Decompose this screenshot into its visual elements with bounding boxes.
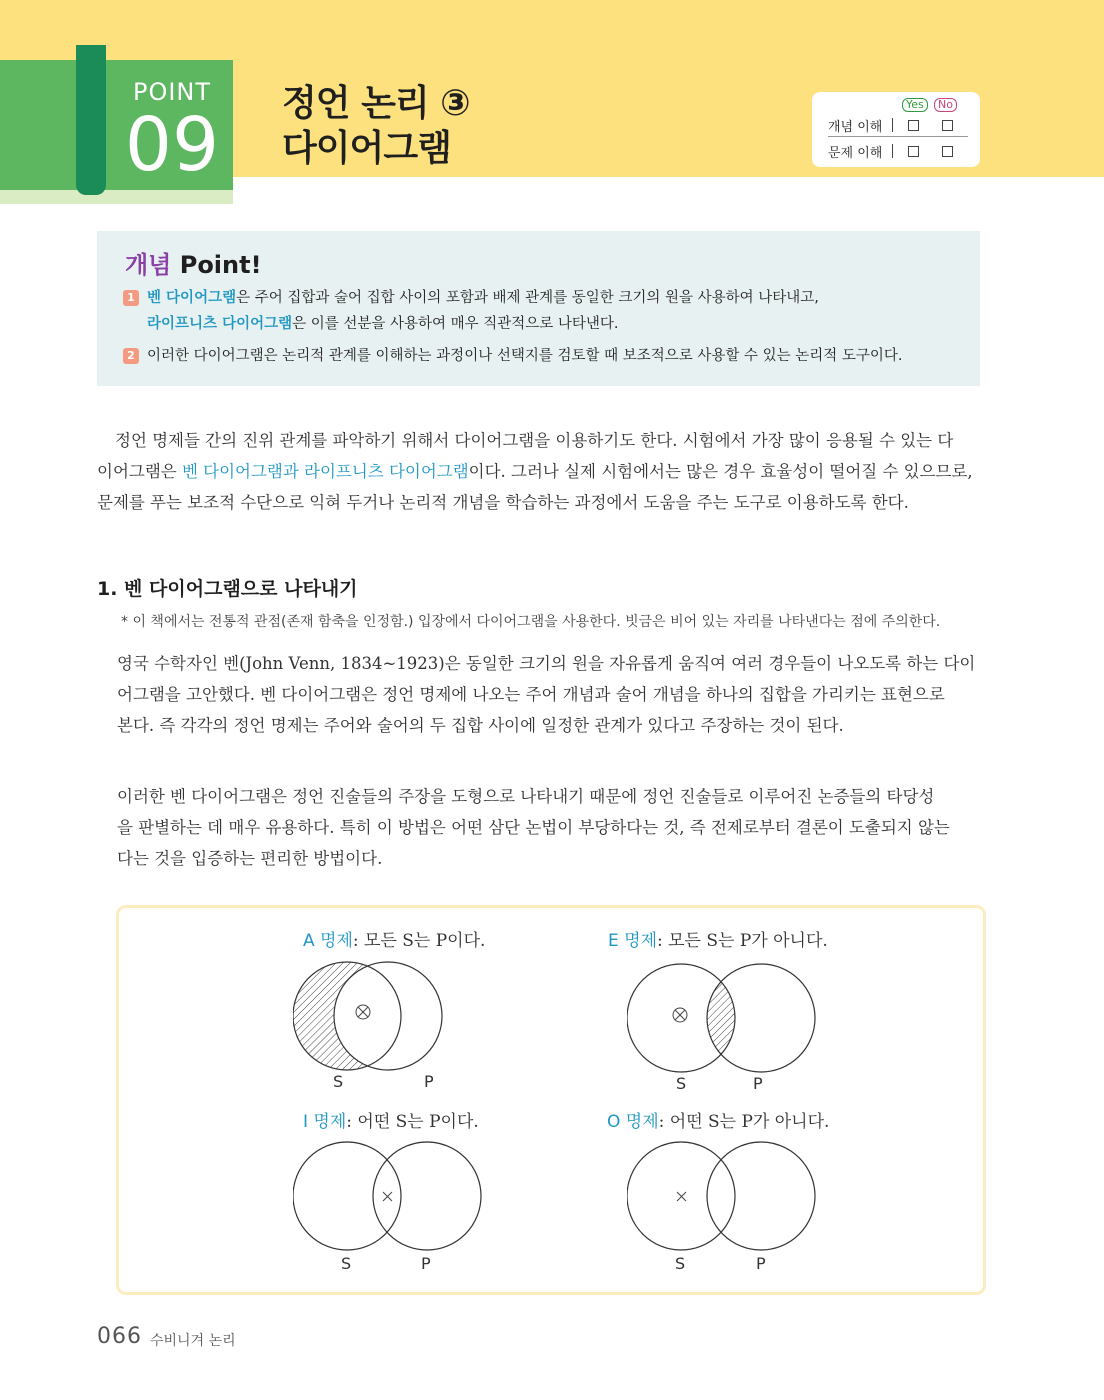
- section-heading: 1. 벤 다이어그램으로 나타내기: [97, 578, 358, 600]
- understanding-checklist: [812, 92, 980, 167]
- checklist-row-label: 문제 이해: [828, 146, 883, 161]
- intro-paragraph: [97, 425, 980, 518]
- i-proposition-kind: I 명제: [303, 1112, 347, 1132]
- problem-yes-checkbox[interactable]: [908, 146, 919, 157]
- o-proposition-text: : 어떤 S는 P가 아니다.: [658, 1112, 830, 1132]
- term-venn-diagram: 벤 다이어그램: [147, 290, 237, 306]
- concept-no-checkbox[interactable]: [942, 120, 953, 131]
- p-label: P: [753, 1074, 763, 1093]
- problem-no-checkbox[interactable]: [942, 146, 953, 157]
- no-badge: No: [934, 98, 957, 112]
- page-number: 066: [97, 1324, 142, 1349]
- s-label: S: [341, 1254, 352, 1273]
- number-badge: 1: [123, 290, 139, 306]
- paragraph-text: 이다. 그러나 실제 시험에서는 많은 경우 효율성이 떨어질 수 있으므로,: [468, 462, 973, 481]
- venn-usefulness-paragraph: [117, 781, 980, 874]
- concept-item-2: [123, 343, 902, 369]
- book-title: 수비니겨 논리: [150, 1333, 236, 1349]
- s-label: S: [676, 1074, 687, 1093]
- s-label: S: [333, 1072, 344, 1091]
- concept-item-text: 은 이를 선분을 사용하여 매우 직관적으로 나타낸다.: [292, 316, 619, 332]
- bookmark-tab: [76, 45, 106, 195]
- checklist-row-concept: [828, 116, 888, 135]
- checklist-divider: [828, 136, 968, 137]
- page-title-line-1: 정언 논리 ③: [282, 83, 470, 124]
- p-circle: [707, 1142, 815, 1250]
- s-label: S: [675, 1254, 686, 1273]
- concept-item-text: 이러한 다이어그램은 논리적 관계를 이해하는 과정이나 선택지를 검토할 때 보조적으로 사용할 수 있는 논리적 도구이다.: [147, 348, 903, 364]
- o-proposition-venn: [627, 1136, 819, 1258]
- o-proposition-label: [607, 1107, 829, 1132]
- number-badge: 2: [123, 348, 139, 364]
- p-label: P: [756, 1254, 766, 1273]
- x-marker: [677, 1192, 686, 1201]
- checklist-row-label: 개념 이해: [828, 120, 883, 135]
- x-marker: [383, 1192, 392, 1201]
- concept-point-box: [97, 231, 980, 386]
- p-label: P: [424, 1072, 434, 1091]
- e-proposition-label: [608, 926, 828, 951]
- paragraph-line: [97, 456, 980, 487]
- circled-x-marker: [673, 1008, 687, 1022]
- p-circle: [373, 1142, 481, 1250]
- s-circle: [293, 1142, 401, 1250]
- concept-heading: [125, 245, 262, 280]
- o-proposition-kind: O 명제: [607, 1112, 659, 1132]
- paragraph-line: 영국 수학자인 벤(John Venn, 1834~1923)은 동일한 크기의 원을 자유롭게 움직여 여러 경우들이 나오도록 하는 다이: [117, 654, 976, 673]
- paragraph-line: 을 판별하는 데 매우 유용하다. 특히 이 방법은 어떤 삼단 논법이 부당하다는 것, 즉 전제로부터 결론이 도출되지 않는: [117, 818, 950, 837]
- checklist-row-problem: [828, 142, 888, 161]
- a-proposition-label: [303, 926, 485, 951]
- point-label: POINT: [132, 78, 212, 106]
- point-number: 09: [124, 102, 220, 188]
- e-proposition-text: : 모든 S는 P가 아니다.: [657, 931, 828, 951]
- e-proposition-venn: [627, 958, 819, 1080]
- paragraph-line: 어그램을 고안했다. 벤 다이어그램은 정언 명제에 나오는 주어 개념과 술어 개념을 하나의 집합을 가리키는 표현으로: [117, 685, 945, 704]
- paragraph-line: 본다. 즉 각각의 정언 명제는 주어와 술어의 두 집합 사이에 일정한 관계가 있다고 주장하는 것이 된다.: [117, 716, 844, 735]
- paragraph-line: 다는 것을 입증하는 편리한 방법이다.: [117, 849, 383, 868]
- e-proposition-kind: E 명제: [608, 931, 657, 951]
- a-proposition-venn: [293, 956, 445, 1078]
- a-proposition-text: : 모든 S는 P이다.: [352, 931, 486, 951]
- checklist-separator: [892, 118, 893, 132]
- yes-badge: Yes: [902, 98, 928, 112]
- checklist-separator: [892, 144, 893, 158]
- venn-diagram-panel: [116, 905, 986, 1295]
- page-title-line-2: 다이어그램: [282, 128, 451, 169]
- paragraph-text: 이어그램은: [97, 462, 182, 481]
- concept-heading-accent: 개념: [125, 251, 172, 279]
- i-proposition-label: [303, 1107, 479, 1132]
- venn-history-paragraph: [117, 648, 980, 741]
- paragraph-line: 정언 명제들 간의 진위 관계를 파악하기 위해서 다이어그램을 이용하기도 한다. 시험에서 가장 많이 응용될 수 있는 다: [115, 431, 954, 450]
- p-label: P: [421, 1254, 431, 1273]
- i-proposition-text: : 어떤 S는 P이다.: [346, 1112, 479, 1132]
- concept-item-text: 은 주어 집합과 술어 집합 사이의 포함과 배제 관계를 동일한 크기의 원을 사용하여 나타내고,: [236, 290, 819, 306]
- term-leibniz-diagram: 라이프니츠 다이어그램: [147, 316, 293, 332]
- section-note: * 이 책에서는 전통적 관점(존재 함축을 인정함.) 입장에서 다이어그램을 사용한다. 빗금은 비어 있는 자리를 나타낸다는 점에 주의한다.: [121, 614, 941, 630]
- i-proposition-venn: [293, 1136, 485, 1258]
- concept-heading-rest: Point!: [171, 251, 262, 279]
- concept-yes-checkbox[interactable]: [908, 120, 919, 131]
- a-proposition-kind: A 명제: [303, 931, 353, 951]
- paragraph-line: 이러한 벤 다이어그램은 정언 진술들의 주장을 도형으로 나타내기 때문에 정언 진술들로 이루어진 논증들의 타당성: [117, 787, 935, 806]
- highlighted-term: 벤 다이어그램과 라이프니츠 다이어그램: [181, 462, 469, 481]
- concept-item-1: [123, 285, 819, 337]
- paragraph-line: 문제를 푸는 보조적 수단으로 익혀 두거나 논리적 개념을 학습하는 과정에서 도움을 주는 도구로 이용하도록 한다.: [97, 493, 909, 512]
- point-badge-shadow: [0, 190, 233, 204]
